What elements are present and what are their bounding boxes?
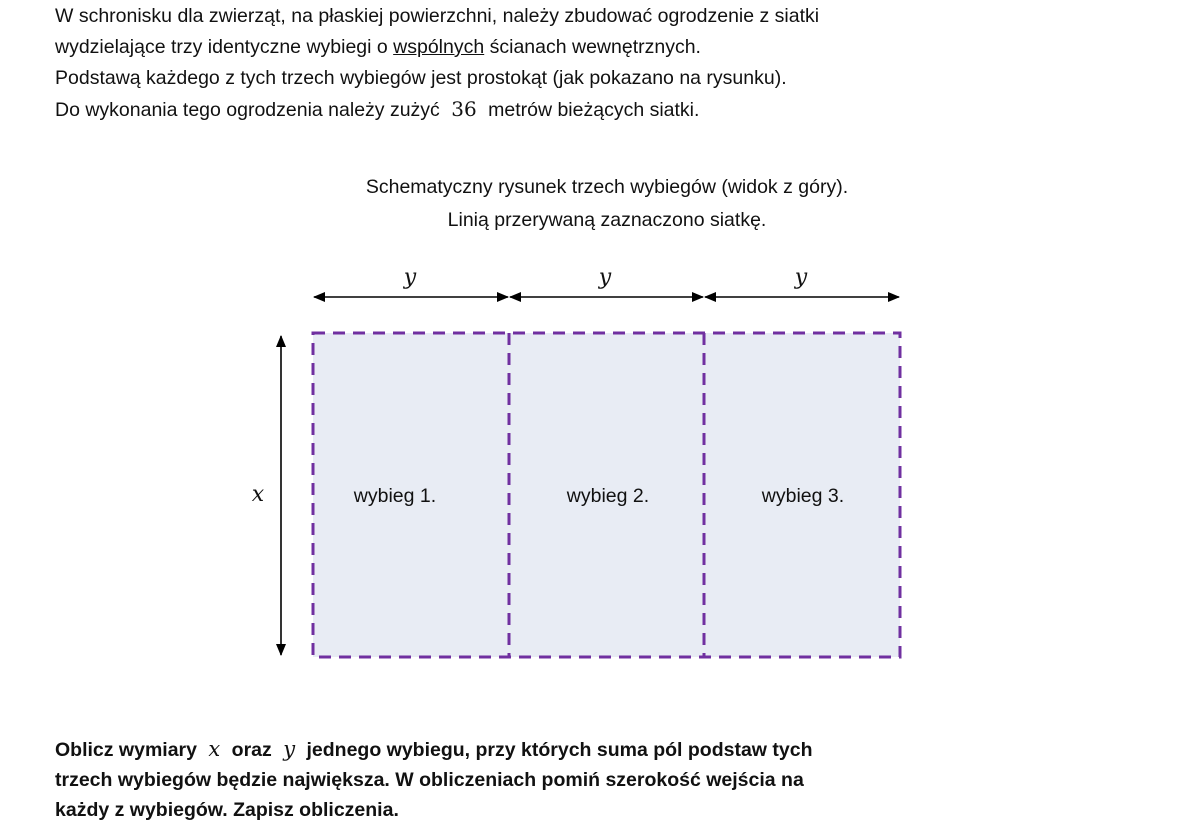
caption-line-1: Schematyczny rysunek trzech wybiegów (widok z góry). bbox=[365, 176, 849, 198]
intro-line-2-start: wydzielające trzy identyczne wybiegi o bbox=[55, 36, 394, 58]
pen-3-label: wybieg 3. bbox=[761, 485, 845, 507]
task-line-1-a: Oblicz wymiary bbox=[55, 739, 203, 761]
intro-underlined-word: wspólnych bbox=[393, 36, 485, 58]
width-label-2: y bbox=[598, 265, 612, 290]
task-line-1 bbox=[55, 734, 1155, 765]
intro-line-1: W schronisku dla zwierząt, na płaskiej powierzchni, należy zbudować ogrodzenie z siatki bbox=[55, 5, 820, 27]
task-var-y: y bbox=[283, 737, 296, 761]
task-line-1-b: oraz bbox=[226, 739, 278, 761]
task-line-2: trzech wybiegów będzie największa. W obliczeniach pomiń szerokość wejścia na bbox=[55, 769, 804, 791]
intro-line-4-start: Do wykonania tego ogrodzenia należy zużyć bbox=[55, 99, 446, 121]
task-instruction bbox=[55, 734, 1155, 825]
pen-1-label: wybieg 1. bbox=[353, 485, 437, 507]
caption-line-2: Linią przerywaną zaznaczono siatkę. bbox=[447, 209, 767, 231]
task-var-x: x bbox=[208, 737, 221, 761]
pen-2-label: wybieg 2. bbox=[566, 485, 650, 507]
intro-line-2-end: ścianach wewnętrznych. bbox=[484, 36, 701, 58]
intro-line-4-end: metrów bieżących siatki. bbox=[482, 99, 700, 121]
height-label: x bbox=[251, 482, 265, 507]
task-line-1-c: jednego wybiegu, przy których suma pól podstaw tych bbox=[301, 739, 813, 761]
mesh-length-number: 36 bbox=[451, 97, 477, 121]
task-line-3: każdy z wybiegów. Zapisz obliczenia. bbox=[55, 799, 399, 821]
intro-line-3: Podstawą każdego z tych trzech wybiegów jest prostokąt (jak pokazano na rysunku). bbox=[55, 67, 787, 89]
width-label-1: y bbox=[403, 265, 417, 290]
width-label-3: y bbox=[794, 265, 808, 290]
